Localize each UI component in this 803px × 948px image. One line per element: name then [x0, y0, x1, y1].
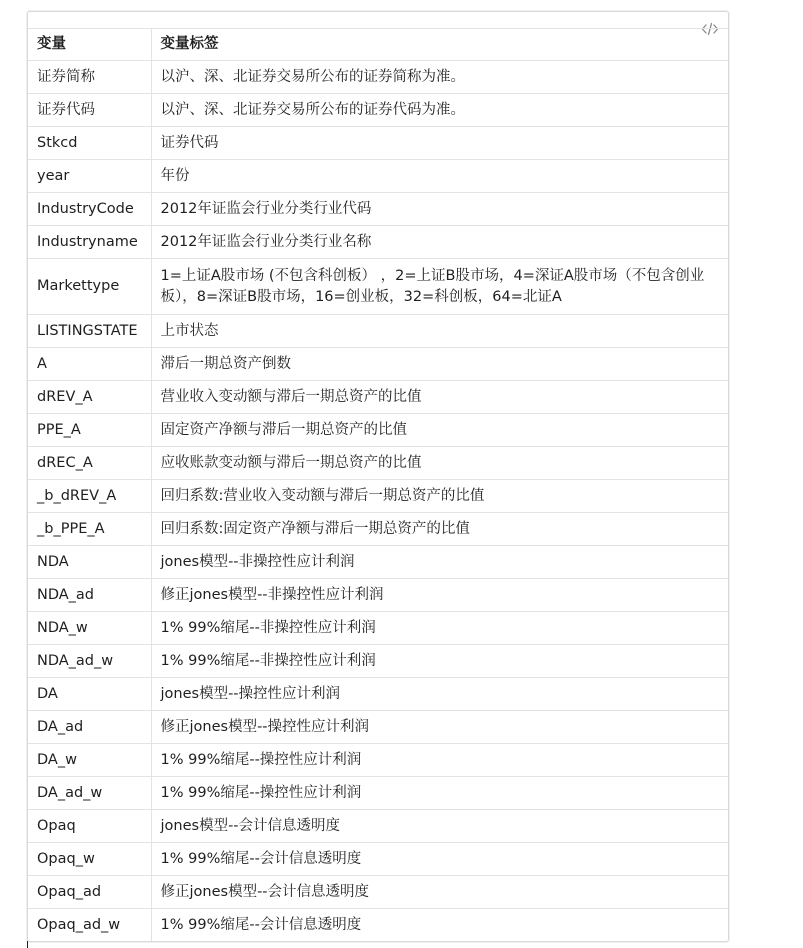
variable-name-cell: DA_w	[28, 744, 151, 777]
table-row	[28, 193, 728, 226]
variable-label-cell: 1% 99%缩尾--操控性应计利润	[151, 777, 728, 810]
variable-name-cell: NDA_ad	[28, 579, 151, 612]
variable-label-cell: 回归系数:固定资产净额与滞后一期总资产的比值	[151, 513, 728, 546]
variable-name-cell: Stkcd	[28, 127, 151, 160]
variable-table-panel	[27, 11, 729, 942]
variable-name-cell: 证券代码	[28, 94, 151, 127]
table-row	[28, 909, 728, 942]
table-row	[28, 810, 728, 843]
table-row	[28, 160, 728, 193]
variable-label-cell: 修正jones模型--操控性应计利润	[151, 711, 728, 744]
variable-name-cell: Opaq_ad_w	[28, 909, 151, 942]
table-row	[28, 678, 728, 711]
table-body	[28, 61, 728, 942]
variable-name-cell: Opaq_w	[28, 843, 151, 876]
table-row	[28, 480, 728, 513]
variable-label-cell: 修正jones模型--会计信息透明度	[151, 876, 728, 909]
variable-name-cell: dREC_A	[28, 447, 151, 480]
variable-name-cell: LISTINGSTATE	[28, 315, 151, 348]
variable-name-cell: NDA_ad_w	[28, 645, 151, 678]
variable-name-cell: Opaq	[28, 810, 151, 843]
table-row	[28, 711, 728, 744]
variable-label-cell: 证券代码	[151, 127, 728, 160]
table-row	[28, 645, 728, 678]
table-row	[28, 546, 728, 579]
variable-name-cell: year	[28, 160, 151, 193]
variable-name-cell: PPE_A	[28, 414, 151, 447]
variable-name-cell: _b_PPE_A	[28, 513, 151, 546]
variable-label-cell: 1% 99%缩尾--操控性应计利润	[151, 744, 728, 777]
variable-label-cell: 1=上证A股市场 (不包含科创板） ，2=上证B股市场，4=深证A股市场（不包含创业板），8=深证B股市场，16=创业板，32=科创板，64=北证A	[151, 259, 728, 315]
variable-name-cell: dREV_A	[28, 381, 151, 414]
variable-label-cell: 滞后一期总资产倒数	[151, 348, 728, 381]
variable-label-cell: jones模型--操控性应计利润	[151, 678, 728, 711]
table-header-row	[28, 29, 728, 61]
table-row	[28, 612, 728, 645]
variable-table	[28, 28, 728, 941]
table-row	[28, 226, 728, 259]
table-row	[28, 447, 728, 480]
variable-label-cell: 营业收入变动额与滞后一期总资产的比值	[151, 381, 728, 414]
variable-name-cell: DA_ad	[28, 711, 151, 744]
variable-name-cell: DA	[28, 678, 151, 711]
variable-label-cell: 修正jones模型--非操控性应计利润	[151, 579, 728, 612]
variable-name-cell: Industryname	[28, 226, 151, 259]
table-row	[28, 315, 728, 348]
variable-label-cell: 回归系数:营业收入变动额与滞后一期总资产的比值	[151, 480, 728, 513]
variable-label-cell: 1% 99%缩尾--非操控性应计利润	[151, 645, 728, 678]
variable-label-cell: jones模型--会计信息透明度	[151, 810, 728, 843]
variable-name-cell: NDA	[28, 546, 151, 579]
variable-label-cell: 应收账款变动额与滞后一期总资产的比值	[151, 447, 728, 480]
variable-label-cell: 上市状态	[151, 315, 728, 348]
variable-label-cell: 2012年证监会行业分类行业代码	[151, 193, 728, 226]
table-row	[28, 127, 728, 160]
column-header-label: 变量标签	[151, 29, 728, 61]
table-row	[28, 414, 728, 447]
table-row	[28, 348, 728, 381]
variable-label-cell: 固定资产净额与滞后一期总资产的比值	[151, 414, 728, 447]
variable-label-cell: 1% 99%缩尾--非操控性应计利润	[151, 612, 728, 645]
variable-label-cell: 1% 99%缩尾--会计信息透明度	[151, 909, 728, 942]
variable-label-cell: jones模型--非操控性应计利润	[151, 546, 728, 579]
variable-name-cell: A	[28, 348, 151, 381]
variable-name-cell: Markettype	[28, 259, 151, 315]
variable-name-cell: 证券简称	[28, 61, 151, 94]
column-header-variable: 变量	[28, 29, 151, 61]
variable-name-cell: Opaq_ad	[28, 876, 151, 909]
table-row	[28, 777, 728, 810]
table-row	[28, 94, 728, 127]
variable-label-cell: 2012年证监会行业分类行业名称	[151, 226, 728, 259]
table-row	[28, 259, 728, 315]
table-row	[28, 381, 728, 414]
variable-name-cell: DA_ad_w	[28, 777, 151, 810]
variable-name-cell: NDA_w	[28, 612, 151, 645]
table-row	[28, 843, 728, 876]
variable-label-cell: 年份	[151, 160, 728, 193]
table-row	[28, 876, 728, 909]
variable-label-cell: 以沪、深、北证券交易所公布的证券代码为准。	[151, 94, 728, 127]
variable-label-cell: 1% 99%缩尾--会计信息透明度	[151, 843, 728, 876]
variable-name-cell: IndustryCode	[28, 193, 151, 226]
table-row	[28, 744, 728, 777]
table-row	[28, 579, 728, 612]
variable-name-cell: _b_dREV_A	[28, 480, 151, 513]
edge-marker	[27, 941, 28, 948]
table-row	[28, 61, 728, 94]
table-row	[28, 513, 728, 546]
variable-label-cell: 以沪、深、北证券交易所公布的证券简称为准。	[151, 61, 728, 94]
